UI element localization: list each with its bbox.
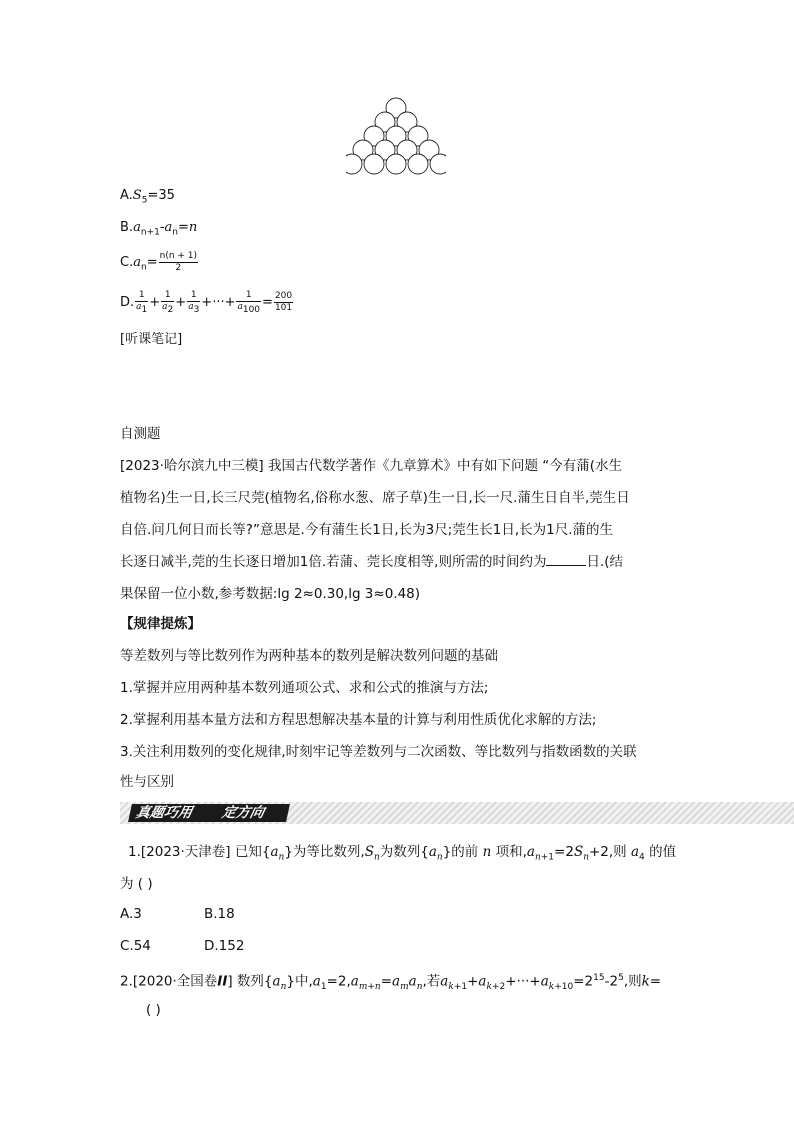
option-c: $C.a_n=$ $\frac{n(n + 1)}{2}$	[120, 251, 198, 273]
q2-answer-parens: ( )	[146, 1002, 161, 1018]
option-d: D. $\frac{1}{a_1}$ + $\frac{1}{a_2}$ + $\frac{1}{a_3}$ +···+ $\frac{1}{a_{100}}$ = $\frac{200}{101}$	[120, 289, 293, 315]
ball	[364, 154, 384, 174]
rules-item-1: 1.掌握并应用两种基本数列通项公式、求和公式的推演与方法;	[120, 680, 489, 696]
self-test-line-1: [2023·哈尔滨九中三模] 我国古代数学著作《九章算术》中有如下问题 “今有蒲(水生	[120, 458, 623, 474]
q1-option-c[interactable]: C.54	[120, 938, 151, 954]
banner-tag-1: 真题巧用	[128, 804, 224, 822]
banner-tag-2: 定方向	[214, 804, 290, 822]
self-test-title: 自测题	[120, 426, 161, 442]
ball	[386, 154, 406, 174]
option-b: $B.a_{n+1}-a_n=n$	[120, 220, 198, 238]
rules-item-2: 2.掌握利用基本量方法和方程思想解决基本量的计算与利用性质优化求解的方法;	[120, 712, 597, 728]
notes-label: [听课笔记]	[120, 332, 183, 347]
rules-item-3b: 性与区别	[120, 774, 174, 790]
rules-item-3a: 3.关注利用数列的变化规律,时刻牢记等差数列与二次函数、等比数列与指数函数的关联	[120, 744, 637, 760]
rules-heading: 【规律提炼】	[120, 616, 201, 632]
answer-blank[interactable]	[546, 551, 586, 566]
stacked-balls-pyramid	[346, 92, 446, 178]
ball	[346, 154, 362, 174]
self-test-line-4: 长逐日减半,莞的生长逐日增加1倍.若蒲、莞长度相等,则所需的时间约为 日.(结	[120, 546, 623, 578]
self-test-line-2: 植物名)生一日,长三尺莞(植物名,俗称水葱、席子草)生一日,长一尺.蒲生日自半,莞生日	[120, 490, 630, 506]
self-test-line-3: 自倍.问几何日而长等?”意思是.今有蒲生长1日,长为3尺;莞生长1日,长为1尺.蒲的生	[120, 522, 614, 538]
self-test-line-5: 果保留一位小数,参考数据:lg 2≈0.30,lg 3≈0.48)	[120, 586, 421, 602]
q1-stem: 1.[2023·天津卷] 已知$\{a_n\}$为等比数列$,S_n$为数列$\{a_n\}$的前 n 项和$,a_{n+1}=2S_n+2$,则 $a_4$ 的值	[128, 844, 677, 863]
q1-option-a[interactable]: A.3	[120, 906, 142, 922]
ball	[408, 154, 428, 174]
q1-option-d[interactable]: D.152	[204, 938, 245, 954]
section-banner	[120, 802, 794, 824]
q1-stem-2: 为 ( )	[120, 876, 153, 892]
q1-option-b[interactable]: B.18	[204, 906, 235, 922]
option-a: $A.S_5=35$	[120, 188, 175, 206]
rules-intro: 等差数列与等比数列作为两种基本的数列是解决数列问题的基础	[120, 648, 498, 664]
ball	[430, 154, 446, 174]
q2-stem: 2.[2020·全国卷II] 数列$\{a_n\}$中$,a_1=2,a_{m+n}=a_ma_n$,若$a_{k+1}+a_{k+2}+\cdot\cdot\cdot+a_{k+10}=2^{15}-2^5$,则k=	[120, 973, 662, 993]
